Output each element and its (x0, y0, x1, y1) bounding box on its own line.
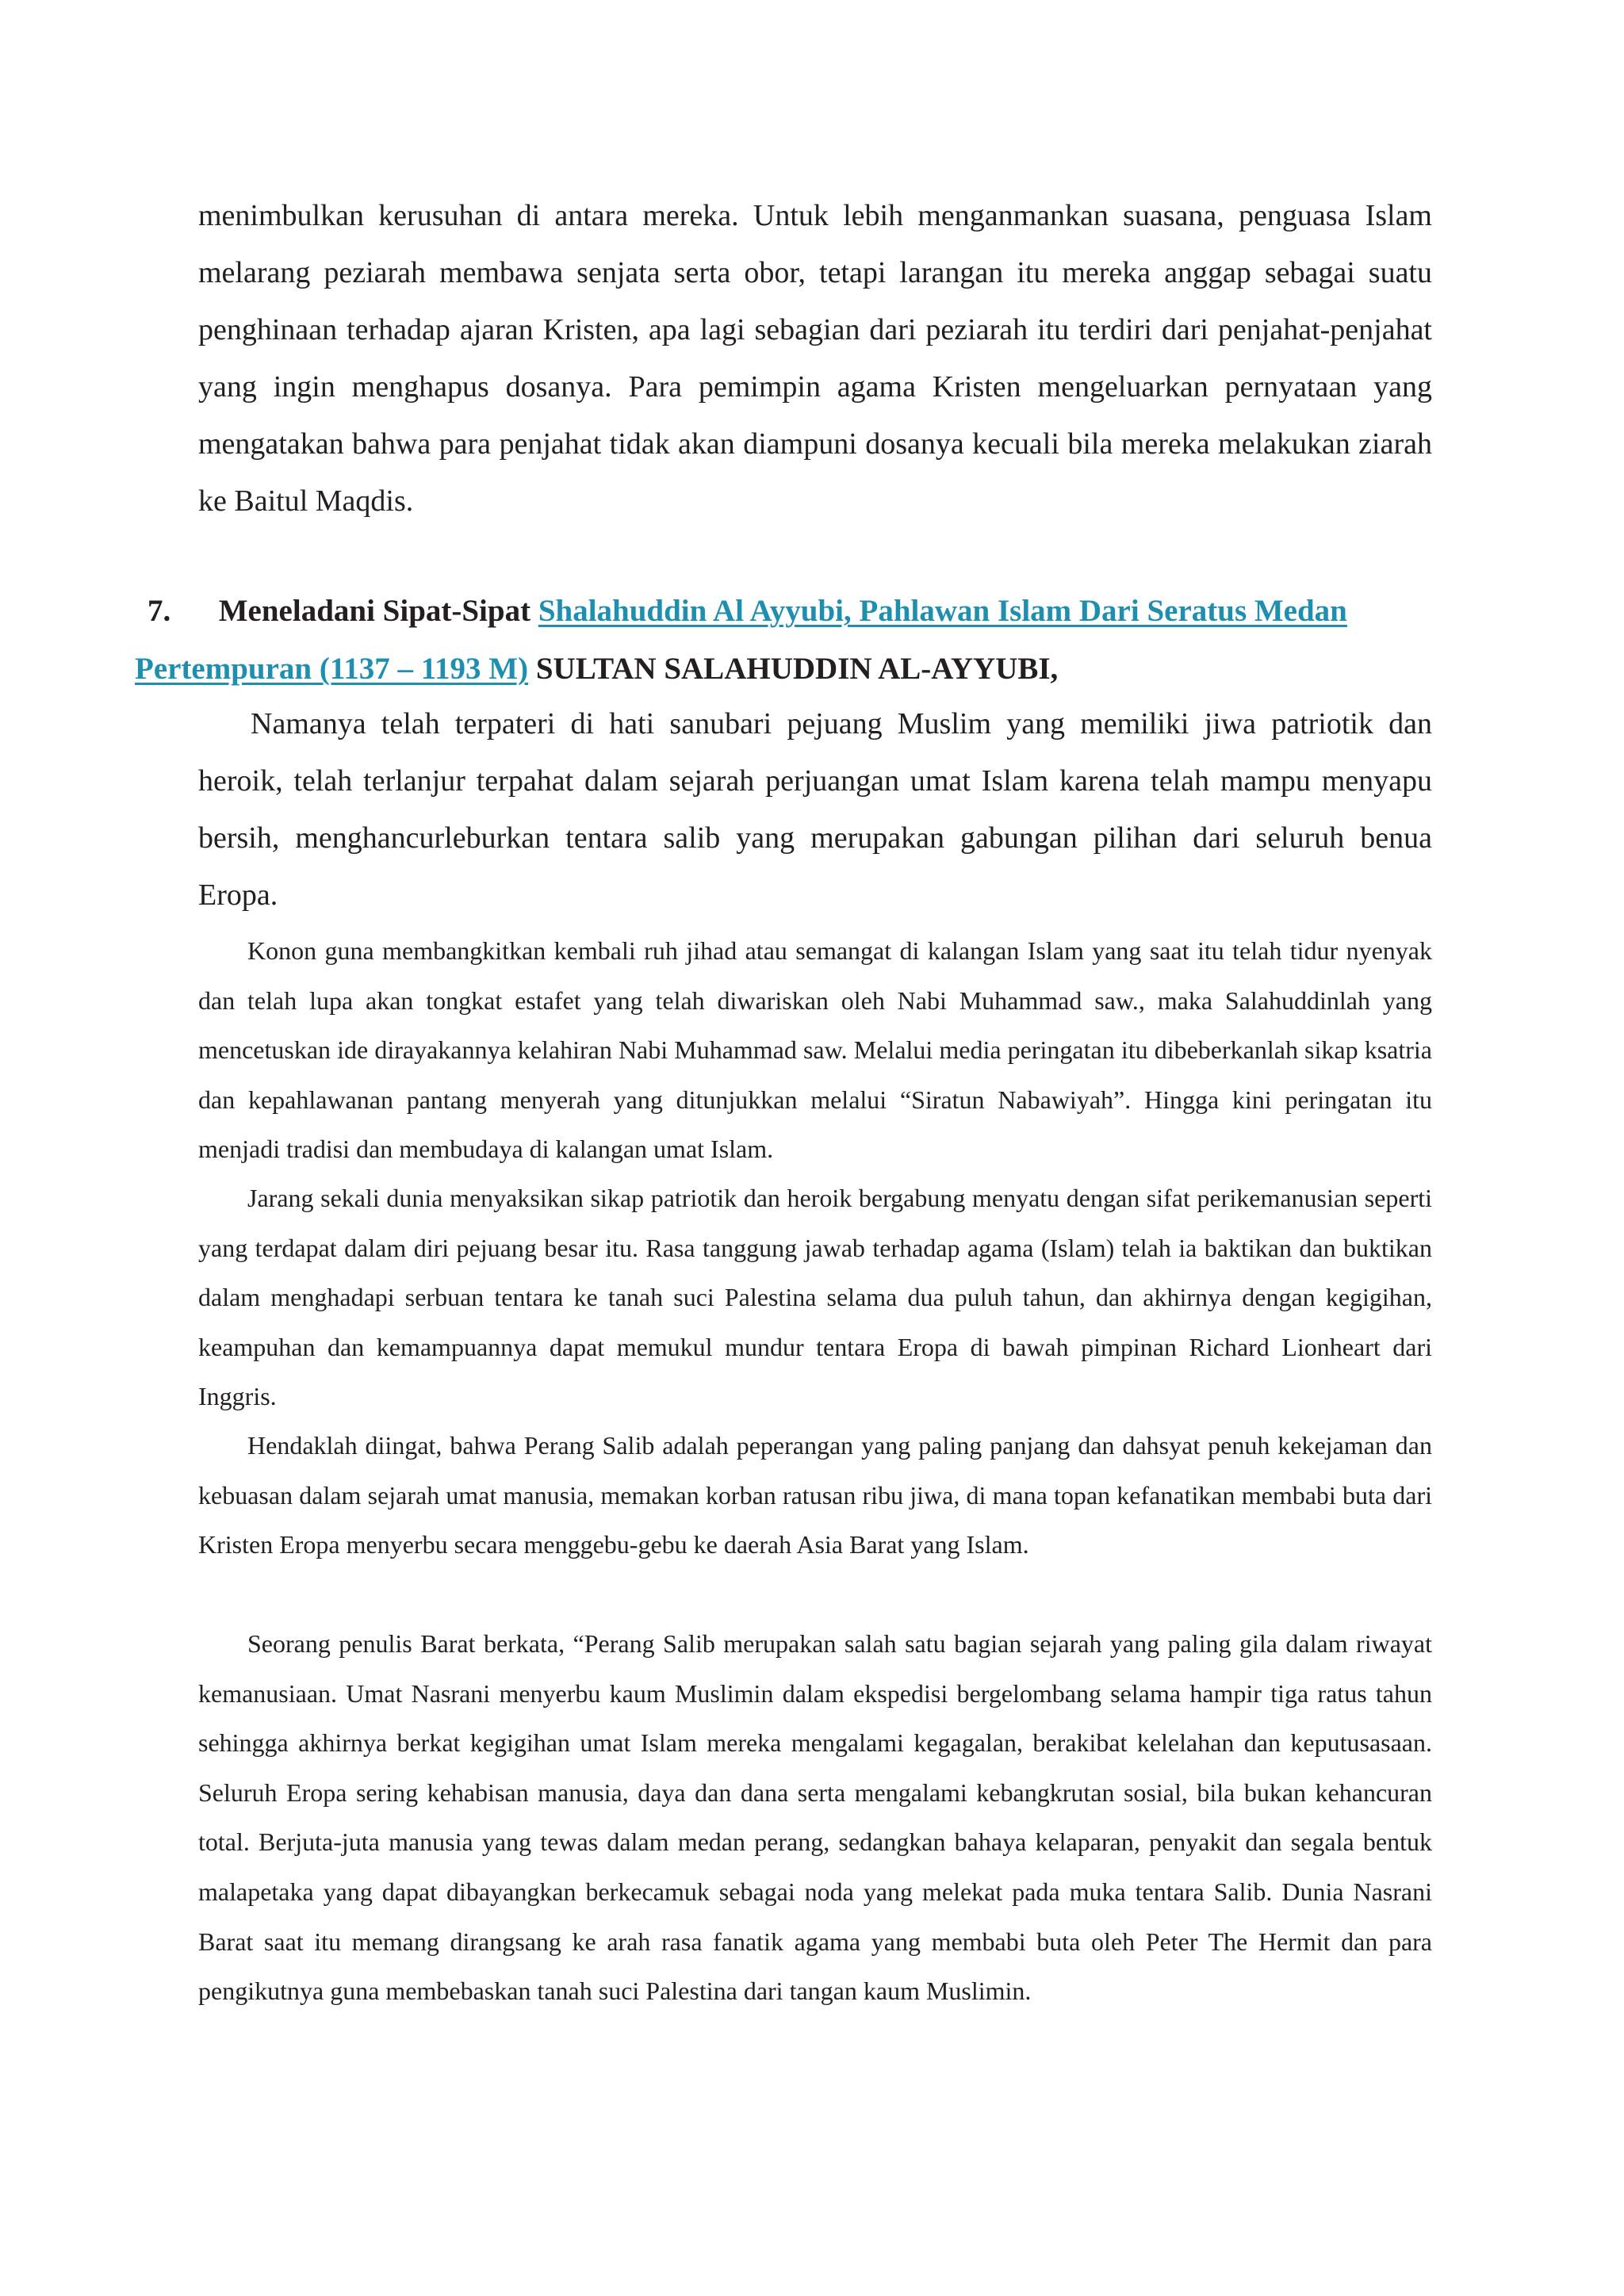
paragraph-hendaklah: Hendaklah diingat, bahwa Perang Salib adalah peperangan yang paling panjang dan dahsyat penuh kekejaman dan kebuasan dalam sejarah umat manusia, memakan korban ratusan ribu jiwa, di mana topan kefanatikan membabi buta dari Kristen Eropa menyerbu secara menggebu-gebu ke daerah Asia Barat yang Islam. (198, 1431, 1432, 1559)
heading-prefix: Meneladani Sipat-Sipat (218, 594, 531, 628)
heading-line2 (84, 640, 1432, 698)
paragraph-seorang: Seorang penulis Barat berkata, “Perang Salib merupakan salah satu bagian sejarah yang paling gila dalam riwayat kemanusiaan. Umat Nasrani menyerbu kaum Muslimin dalam ekspedisi bergelombang selama hampir tiga ratus tahun sehingga akhirnya berkat kegigihan umat Islam mereka mengalami kegagalan, berakibat kelelahan dan keputusasaan. Seluruh Eropa sering kehabisan manusia, daya dan dana serta mengalami kebangkrutan sosial, bila bukan kehancuran total. Berjuta-juta manusia yang tewas dalam medan perang, sedangkan bahaya kelaparan, penyakit dan segala bentuk malapetaka yang dapat dibayangkan berkecamuk sebagai noda yang melekat pada muka tentara Salib. Dunia Nasrani Barat saat itu memang dirangsang ke arah rasa fanatik agama yang membabi buta oleh Peter The Hermit dan para pengikutnya guna membebaskan tanah suci Palestina dari tangan kaum Muslimin. (198, 1629, 1432, 2006)
section-number: 7. (147, 594, 171, 628)
paragraph-konon: Konon guna membangkitkan kembali ruh jihad atau semangat di kalangan Islam yang saat itu telah tidur nyenyak dan telah lupa akan tongkat estafet yang telah diwariskan oleh Nabi Muhammad saw., maka Salahuddinlah yang mencetuskan ide dirayakannya kelahiran Nabi Muhammad saw. Melalui media peringatan itu dibeberkanlah sikap ksatria dan kepahlawanan pantang menyerah yang ditunjukkan melalui “Siratun Nabawiyah”. Hingga kini peringatan itu menjadi tradisi dan membudaya di kalangan umat Islam. (198, 936, 1432, 1164)
paragraph-intro: menimbulkan kerusuhan di antara mereka. Untuk lebih menganmankan suasana, penguasa Islam melarang peziarah membawa senjata serta obor, tetapi larangan itu mereka anggap sebagai suatu penghinaan terhadap ajaran Kristen, apa lagi sebagian dari peziarah itu terdiri dari penjahat-penjahat yang ingin menghapus dosanya. Para pemimpin agama Kristen mengeluarkan pernyataan yang mengatakan bahwa para penjahat tidak akan diampuni dosanya kecuali bila mereka melakukan ziarah ke Baitul Maqdis. (198, 199, 1432, 518)
heading-link-part2[interactable]: Pertempuran (1137 – 1193 M) (135, 652, 529, 686)
heading-link-part1[interactable]: Shalahuddin Al Ayyubi, Pahlawan Islam Dari Seratus Medan (538, 594, 1347, 628)
heading-suffix: SULTAN SALAHUDDIN AL-AYYUBI, (535, 652, 1059, 686)
section-heading (135, 582, 1432, 698)
paragraph-jarang: Jarang sekali dunia menyaksikan sikap patriotik dan heroik bergabung menyatu dengan sifat perikemanusian seperti yang terdapat dalam diri pejuang besar itu. Rasa tanggung jawab terhadap agama (Islam) telah ia baktikan dan buktikan dalam menghadapi serbuan tentara ke tanah suci Palestina selama dua puluh tahun, dan akhirnya dengan kegigihan, keampuhan dan kemampuannya dapat memukul mundur tentara Eropa di bawah pimpinan Richard Lionheart dari Inggris. (198, 1184, 1432, 1411)
paragraph-name: Namanya telah terpateri di hati sanubari pejuang Muslim yang memiliki jiwa patriotik dan heroik, telah terlanjur terpahat dalam sejarah perjuangan umat Islam karena telah mampu menyapu bersih, menghancurleburkan tentara salib yang merupakan gabungan pilihan dari seluruh benua Eropa. (198, 707, 1432, 912)
